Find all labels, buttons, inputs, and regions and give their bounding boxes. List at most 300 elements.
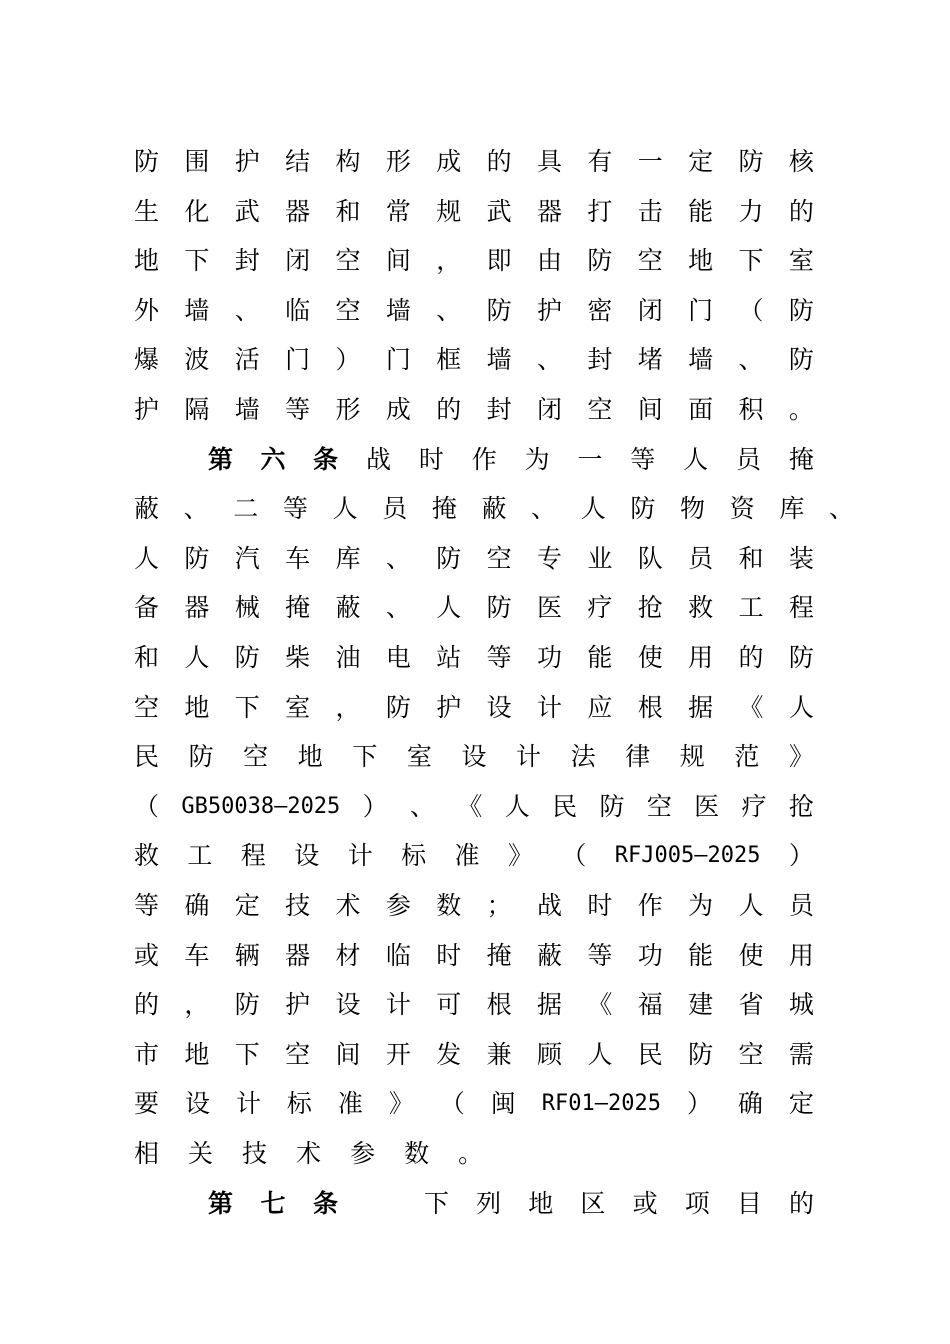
text-token: 救 (688, 593, 714, 622)
text-token: 闭 (637, 296, 663, 325)
text-token: 外 (134, 296, 160, 325)
text-token: 防 (630, 494, 656, 523)
text-token: 成 (436, 147, 462, 176)
text-token: RF01—2025 (541, 1091, 661, 1116)
text-token: 活 (234, 345, 260, 374)
text-token: 资 (729, 494, 755, 523)
text-token: 省 (738, 990, 764, 1019)
text-token: 员 (382, 494, 408, 523)
text-token: 地 (184, 1040, 210, 1069)
text-token: 、 (828, 494, 854, 523)
text-line (134, 246, 814, 276)
text-token: 第 (208, 445, 234, 474)
text-token: 确 (737, 1089, 763, 1118)
text-token: 准 (337, 1089, 363, 1118)
text-token: 一 (577, 445, 603, 474)
article6-first-line (208, 445, 814, 475)
text-token: 防 (788, 345, 814, 374)
text-token: 条 (312, 1189, 338, 1218)
text-line (134, 792, 814, 822)
text-token: RFJ005—2025 (614, 843, 761, 868)
text-token: 生 (134, 197, 160, 226)
text-token: 下 (424, 1189, 450, 1218)
text-token: 常 (385, 197, 411, 226)
text-token: 地 (297, 742, 323, 771)
text-token: 库 (335, 544, 361, 573)
text-token: 防 (738, 147, 764, 176)
text-token: 备 (134, 593, 160, 622)
text-token: 疗 (587, 593, 613, 622)
text-line (134, 544, 814, 574)
text-token: ， (436, 246, 462, 275)
text-token: 护 (285, 990, 311, 1019)
text-token: 击 (637, 197, 663, 226)
text-token: 室 (788, 246, 814, 275)
text-token: 防 (599, 792, 625, 821)
text-token: 等 (282, 494, 308, 523)
text-token: 项 (684, 1189, 710, 1218)
article7-line (424, 1189, 814, 1219)
text-token: 数 (404, 1139, 430, 1168)
text-token: 间 (335, 1040, 361, 1069)
text-token: 室 (285, 693, 311, 722)
text-token: （ (738, 296, 764, 325)
text-token: 作 (637, 891, 663, 920)
text-token: 作 (471, 445, 497, 474)
text-token: 计 (347, 841, 373, 870)
text-token: 掩 (486, 941, 512, 970)
text-token: 和 (134, 643, 160, 672)
text-token: 形 (335, 395, 361, 424)
text-token: ） (788, 841, 814, 870)
text-token: 空 (646, 792, 672, 821)
text-token: 护 (234, 147, 260, 176)
text-token: 力 (738, 197, 764, 226)
text-token: 下 (234, 1040, 260, 1069)
text-token: ） (686, 1089, 712, 1118)
text-token: 程 (788, 593, 814, 622)
text-token: 第 (208, 1189, 234, 1218)
text-token: 、 (436, 296, 462, 325)
text-token: 门 (688, 296, 714, 325)
text-token: 队 (637, 544, 663, 573)
text-token: 墙 (234, 395, 260, 424)
text-token: 医 (694, 792, 720, 821)
text-token: 闭 (537, 395, 563, 424)
text-token: 数 (436, 891, 462, 920)
text-token: 列 (476, 1189, 502, 1218)
text-token: 、 (738, 345, 764, 374)
text-token: 防 (587, 246, 613, 275)
text-token: 人 (788, 693, 814, 722)
text-token: 蔽 (335, 593, 361, 622)
text-line (134, 296, 814, 326)
text-token: ） (335, 345, 361, 374)
text-token: 临 (285, 296, 311, 325)
text-token: 、 (234, 296, 260, 325)
text-token: 根 (486, 990, 512, 1019)
text-token: 标 (286, 1089, 312, 1118)
text-token: 爆 (134, 345, 160, 374)
text-token: 医 (537, 593, 563, 622)
text-token: 为 (524, 445, 550, 474)
text-token: ） (362, 792, 388, 821)
text-line (134, 891, 814, 921)
text-token: 业 (587, 544, 613, 573)
text-token: 围 (184, 147, 210, 176)
text-token: 和 (335, 197, 361, 226)
text-token: 防 (788, 643, 814, 672)
text-token: 空 (134, 693, 160, 722)
text-token: 辆 (234, 941, 260, 970)
text-token: 的 (788, 1189, 814, 1218)
text-line (134, 395, 814, 425)
text-token: 面 (688, 395, 714, 424)
text-token: 武 (234, 197, 260, 226)
text-token: 计 (516, 742, 542, 771)
text-line (134, 345, 814, 375)
text-token: 关 (188, 1139, 214, 1168)
text-token: 据 (537, 990, 563, 1019)
text-token: 功 (637, 941, 663, 970)
text-token: 、 (410, 792, 436, 821)
text-token: 化 (184, 197, 210, 226)
text-token: 器 (285, 197, 311, 226)
text-token: 库 (779, 494, 805, 523)
text-token: 定 (234, 891, 260, 920)
text-line (134, 1040, 814, 1070)
text-token: 范 (734, 742, 760, 771)
text-token: 员 (788, 891, 814, 920)
text-token: 的 (486, 147, 512, 176)
text-token: 下 (184, 246, 210, 275)
text-token: 武 (486, 197, 512, 226)
text-token: 应 (587, 693, 613, 722)
text-token: 》 (507, 841, 533, 870)
text-token: 防 (486, 296, 512, 325)
text-token: 时 (436, 941, 462, 970)
text-token: 一 (637, 147, 663, 176)
text-token: 和 (738, 544, 764, 573)
text-token: 构 (335, 147, 361, 176)
text-token: 防 (788, 296, 814, 325)
text-line (134, 941, 814, 971)
text-token: 形 (385, 147, 411, 176)
text-token: 、 (531, 494, 557, 523)
text-token: 堵 (637, 345, 663, 374)
text-token: 室 (406, 742, 432, 771)
text-token: 定 (688, 147, 714, 176)
text-token: ， (335, 693, 361, 722)
text-token: 《 (587, 990, 613, 1019)
text-token: 空 (637, 246, 663, 275)
text-token: 《 (738, 693, 764, 722)
text-token: 发 (436, 1040, 462, 1069)
text-token: 区 (580, 1189, 606, 1218)
text-token: 封 (587, 345, 613, 374)
text-token: 装 (788, 544, 814, 573)
text-token: 有 (587, 147, 613, 176)
text-token: 墙 (688, 345, 714, 374)
text-token: 员 (688, 544, 714, 573)
text-token: 空 (335, 296, 361, 325)
text-token: 可 (436, 990, 462, 1019)
text-line (134, 147, 814, 177)
text-token: 计 (385, 990, 411, 1019)
text-token: 人 (580, 494, 606, 523)
text-token: 积 (738, 395, 764, 424)
text-token: 民 (134, 742, 160, 771)
text-token: 用 (688, 643, 714, 672)
text-token: 的 (738, 643, 764, 672)
text-token: 建 (688, 990, 714, 1019)
text-token: 人 (587, 1040, 613, 1069)
text-token: 空 (285, 1040, 311, 1069)
text-token: 法 (570, 742, 596, 771)
text-token: 临 (385, 941, 411, 970)
text-token: 计 (537, 693, 563, 722)
text-token: 人 (738, 891, 764, 920)
text-token: 空 (335, 246, 361, 275)
text-token: 下 (352, 742, 378, 771)
article6-line (366, 445, 814, 475)
text-token: 员 (736, 445, 762, 474)
text-token: 下 (738, 246, 764, 275)
text-token: 》 (788, 742, 814, 771)
text-token: 技 (285, 891, 311, 920)
text-token: 闭 (285, 246, 311, 275)
text-token: 闽 (490, 1089, 516, 1118)
text-token: 开 (385, 1040, 411, 1069)
text-line (134, 593, 814, 623)
text-token: 掩 (431, 494, 457, 523)
text-token: 汽 (234, 544, 260, 573)
text-token: 的 (134, 990, 160, 1019)
text-token: 二 (233, 494, 259, 523)
text-token: 防 (385, 693, 411, 722)
text-token: 人 (504, 792, 530, 821)
text-token: 、 (183, 494, 209, 523)
text-token: 律 (625, 742, 651, 771)
text-token: 定 (788, 1089, 814, 1118)
text-token: 术 (296, 1139, 322, 1168)
text-line (134, 1139, 814, 1169)
text-token: 器 (184, 593, 210, 622)
text-token: 或 (632, 1189, 658, 1218)
text-token: 空 (243, 742, 269, 771)
text-token: 空 (738, 1040, 764, 1069)
text-line (134, 1089, 814, 1119)
text-token: 需 (788, 1040, 814, 1069)
text-token: 功 (537, 643, 563, 672)
text-token: 七 (260, 1189, 286, 1218)
text-token: 防 (234, 643, 260, 672)
text-line (134, 742, 814, 772)
text-token: 人 (184, 643, 210, 672)
text-token: （ (439, 1089, 465, 1118)
text-token: 能 (587, 643, 613, 672)
text-token: 战 (366, 445, 392, 474)
text-token: 城 (788, 990, 814, 1019)
text-token: 、 (537, 345, 563, 374)
text-token: 油 (335, 643, 361, 672)
text-token: 民 (552, 792, 578, 821)
text-token: 设 (486, 693, 512, 722)
text-line (134, 841, 814, 871)
text-token: ； (486, 891, 512, 920)
text-token: 械 (234, 593, 260, 622)
text-token: 间 (637, 395, 663, 424)
text-line (134, 197, 814, 227)
text-token: 防 (134, 147, 160, 176)
text-token: 等 (134, 891, 160, 920)
text-token: 计 (235, 1089, 261, 1118)
text-token: 设 (184, 1089, 210, 1118)
text-token: 为 (688, 891, 714, 920)
text-token: 目 (736, 1189, 762, 1218)
text-token: 专 (537, 544, 563, 573)
text-token: 据 (688, 693, 714, 722)
text-token: 隔 (184, 395, 210, 424)
text-token: 时 (587, 891, 613, 920)
text-token: 相 (134, 1139, 160, 1168)
text-token: 防 (436, 544, 462, 573)
text-token: ， (184, 990, 210, 1019)
text-token: 具 (537, 147, 563, 176)
text-token: 间 (385, 246, 411, 275)
text-token: 工 (187, 841, 213, 870)
text-token: 技 (242, 1139, 268, 1168)
text-token: 设 (294, 841, 320, 870)
article6-heading (208, 445, 338, 475)
text-token: 成 (385, 395, 411, 424)
text-token: 人 (683, 445, 709, 474)
text-token: 顾 (537, 1040, 563, 1069)
text-token: 时 (418, 445, 444, 474)
text-token: 参 (350, 1139, 376, 1168)
text-token: 防 (486, 593, 512, 622)
text-token: 由 (537, 246, 563, 275)
text-token: 器 (537, 197, 563, 226)
text-token: 护 (436, 693, 462, 722)
text-token: 材 (335, 941, 361, 970)
text-token: 《 (457, 792, 483, 821)
text-token: 墙 (385, 296, 411, 325)
text-token: 掩 (285, 593, 311, 622)
text-token: 墙 (184, 296, 210, 325)
text-token: 门 (385, 345, 411, 374)
text-token: 能 (688, 197, 714, 226)
text-token: 蔽 (134, 494, 160, 523)
text-line (134, 990, 814, 1020)
text-token: 术 (335, 891, 361, 920)
text-token: 掩 (788, 445, 814, 474)
text-token: 人 (436, 593, 462, 622)
text-token: 条 (312, 445, 338, 474)
text-token: 等 (630, 445, 656, 474)
text-token: 。 (788, 395, 814, 424)
text-token: 能 (688, 941, 714, 970)
text-token: 设 (335, 990, 361, 1019)
text-token: 防 (184, 544, 210, 573)
text-token: GB50038—2025 (181, 794, 341, 819)
text-token: 规 (436, 197, 462, 226)
text-token: 护 (134, 395, 160, 424)
text-token: 抢 (788, 792, 814, 821)
text-line (134, 693, 814, 723)
text-token: 防 (234, 990, 260, 1019)
text-token: 封 (486, 395, 512, 424)
text-token: 六 (260, 445, 286, 474)
text-token: 蔽 (537, 941, 563, 970)
text-token: 民 (637, 1040, 663, 1069)
article7-first-line (208, 1189, 814, 1219)
text-token: 或 (134, 941, 160, 970)
text-token: 器 (285, 941, 311, 970)
text-token: 要 (134, 1089, 160, 1118)
text-token: 地 (134, 246, 160, 275)
text-token: 。 (458, 1139, 484, 1168)
text-token: 车 (285, 544, 311, 573)
text-token: 地 (184, 693, 210, 722)
text-token: 、 (385, 593, 411, 622)
text-token: 人 (332, 494, 358, 523)
text-token: 准 (454, 841, 480, 870)
text-line (134, 494, 854, 524)
text-token: 核 (788, 147, 814, 176)
text-token: 使 (637, 643, 663, 672)
text-token: 门 (285, 345, 311, 374)
text-token: 站 (436, 643, 462, 672)
text-token: 市 (134, 1040, 160, 1069)
text-token: 地 (528, 1189, 554, 1218)
text-token: 参 (385, 891, 411, 920)
text-token: 使 (738, 941, 764, 970)
text-token: 即 (486, 246, 512, 275)
text-token: 结 (285, 147, 311, 176)
text-token: 抢 (637, 593, 663, 622)
text-token: 的 (436, 395, 462, 424)
text-token: 封 (234, 246, 260, 275)
text-token: 柴 (285, 643, 311, 672)
text-token: 等 (587, 941, 613, 970)
text-token: 护 (537, 296, 563, 325)
text-token: 墙 (486, 345, 512, 374)
text-token: 空 (587, 395, 613, 424)
text-token: 防 (688, 1040, 714, 1069)
text-token: 用 (788, 941, 814, 970)
text-token: 密 (587, 296, 613, 325)
text-token: 救 (134, 841, 160, 870)
text-token: 标 (401, 841, 427, 870)
text-token: 设 (461, 742, 487, 771)
article7-heading (208, 1189, 338, 1219)
text-token: 等 (486, 643, 512, 672)
text-token: 空 (486, 544, 512, 573)
text-token: 程 (240, 841, 266, 870)
text-token: （ (134, 792, 160, 821)
text-token: 等 (285, 395, 311, 424)
text-token: 车 (184, 941, 210, 970)
text-token: 地 (688, 246, 714, 275)
text-token: 兼 (486, 1040, 512, 1069)
text-token: 》 (388, 1089, 414, 1118)
text-token: 确 (184, 891, 210, 920)
text-token: 下 (234, 693, 260, 722)
text-token: 框 (436, 345, 462, 374)
text-token: 电 (385, 643, 411, 672)
text-line (134, 643, 814, 673)
